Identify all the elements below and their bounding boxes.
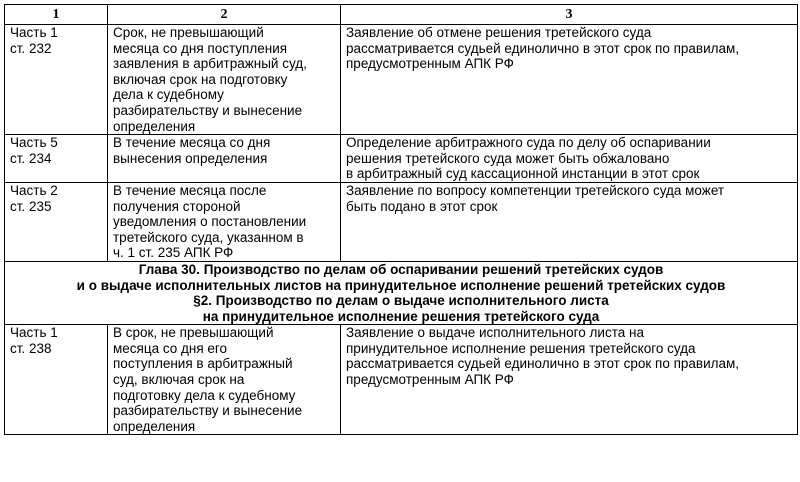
desc-line: решения третейского суда может быть обжаловано <box>346 150 670 166</box>
term-cell <box>108 25 341 135</box>
desc-line: принудительное исполнение решения третейского суда <box>346 340 696 356</box>
section-header-row <box>5 261 798 324</box>
term-cell <box>108 135 341 183</box>
ref-line: ст. 234 <box>10 150 52 166</box>
description-cell <box>341 182 798 261</box>
table-row <box>5 135 798 183</box>
term-line: В срок, не превышающий <box>113 325 274 341</box>
ref-line: ст. 238 <box>10 340 52 356</box>
table-row <box>5 182 798 261</box>
table-row <box>5 25 798 135</box>
term-line: месяца со дня его <box>113 340 228 356</box>
desc-line: рассматривается судьей единолично в этот срок по правилам, <box>346 356 740 372</box>
term-line: подготовку дела к судебному <box>113 387 296 403</box>
legal-terms-table <box>4 4 798 435</box>
desc-line: в арбитражный суд кассационной инстанции в этот срок <box>346 166 700 182</box>
ref-line: ст. 235 <box>10 198 52 214</box>
article-reference <box>5 182 108 261</box>
column-header-2: 2 <box>108 5 341 25</box>
header-row <box>5 5 798 25</box>
term-line: суд, включая срок на <box>113 372 245 388</box>
term-cell <box>108 325 341 435</box>
article-reference <box>5 25 108 135</box>
chapter-title-line: и о выдаче исполнительных листов на принудительное исполнение решений третейских судов <box>76 277 726 293</box>
description-cell <box>341 25 798 135</box>
desc-line: быть подано в этот срок <box>346 198 498 214</box>
description-cell <box>341 325 798 435</box>
section-heading <box>5 261 798 324</box>
desc-line: Заявление по вопросу компетенции третейского суда может <box>346 182 725 198</box>
paragraph-title-line: на принудительное исполнение решения третейского суда <box>202 308 600 324</box>
term-line: вынесения определения <box>113 150 268 166</box>
paragraph-title-line: §2. Производство по делам о выдаче исполнительного листа <box>193 293 609 309</box>
desc-line: Заявление об отмене решения третейского суда <box>346 25 652 40</box>
term-line: разбирательству и вынесение <box>113 102 303 118</box>
term-line: ч. 1 ст. 235 АПК РФ <box>113 245 234 261</box>
article-reference <box>5 325 108 435</box>
article-reference <box>5 135 108 183</box>
column-header-1: 1 <box>5 5 108 25</box>
desc-line: предусмотренным АПК РФ <box>346 372 514 388</box>
term-line: определения <box>113 118 196 134</box>
description-cell <box>341 135 798 183</box>
term-line: В течение месяца со дня <box>113 135 271 151</box>
ref-line: Часть 2 <box>10 182 58 198</box>
term-line: дела к судебному <box>113 87 224 103</box>
term-line: поступления в арбитражный <box>113 356 293 372</box>
term-cell <box>108 182 341 261</box>
term-line: включая срок на подготовку <box>113 71 288 87</box>
table-row <box>5 325 798 435</box>
term-line: определения <box>113 418 196 434</box>
column-header-3: 3 <box>341 5 798 25</box>
desc-line: предусмотренным АПК РФ <box>346 56 514 72</box>
ref-line: ст. 232 <box>10 40 52 56</box>
term-line: третейского суда, указанном в <box>113 229 304 245</box>
ref-line: Часть 1 <box>10 25 58 40</box>
term-line: Срок, не превышающий <box>113 25 264 40</box>
term-line: уведомления о постановлении <box>113 214 307 230</box>
desc-line: Заявление о выдаче исполнительного листа на <box>346 325 644 341</box>
desc-line: рассматривается судьей единолично в этот срок по правилам, <box>346 40 740 56</box>
ref-line: Часть 5 <box>10 135 58 151</box>
chapter-title-line: Глава 30. Производство по делам об оспаривании решений третейских судов <box>138 261 664 277</box>
desc-line: Определение арбитражного суда по делу об оспаривании <box>346 135 711 151</box>
ref-line: Часть 1 <box>10 325 58 341</box>
term-line: В течение месяца после <box>113 182 267 198</box>
term-line: месяца со дня поступления <box>113 40 288 56</box>
term-line: получения стороной <box>113 198 241 214</box>
term-line: разбирательству и вынесение <box>113 403 303 419</box>
term-line: заявления в арбитражный суд, <box>113 56 307 72</box>
